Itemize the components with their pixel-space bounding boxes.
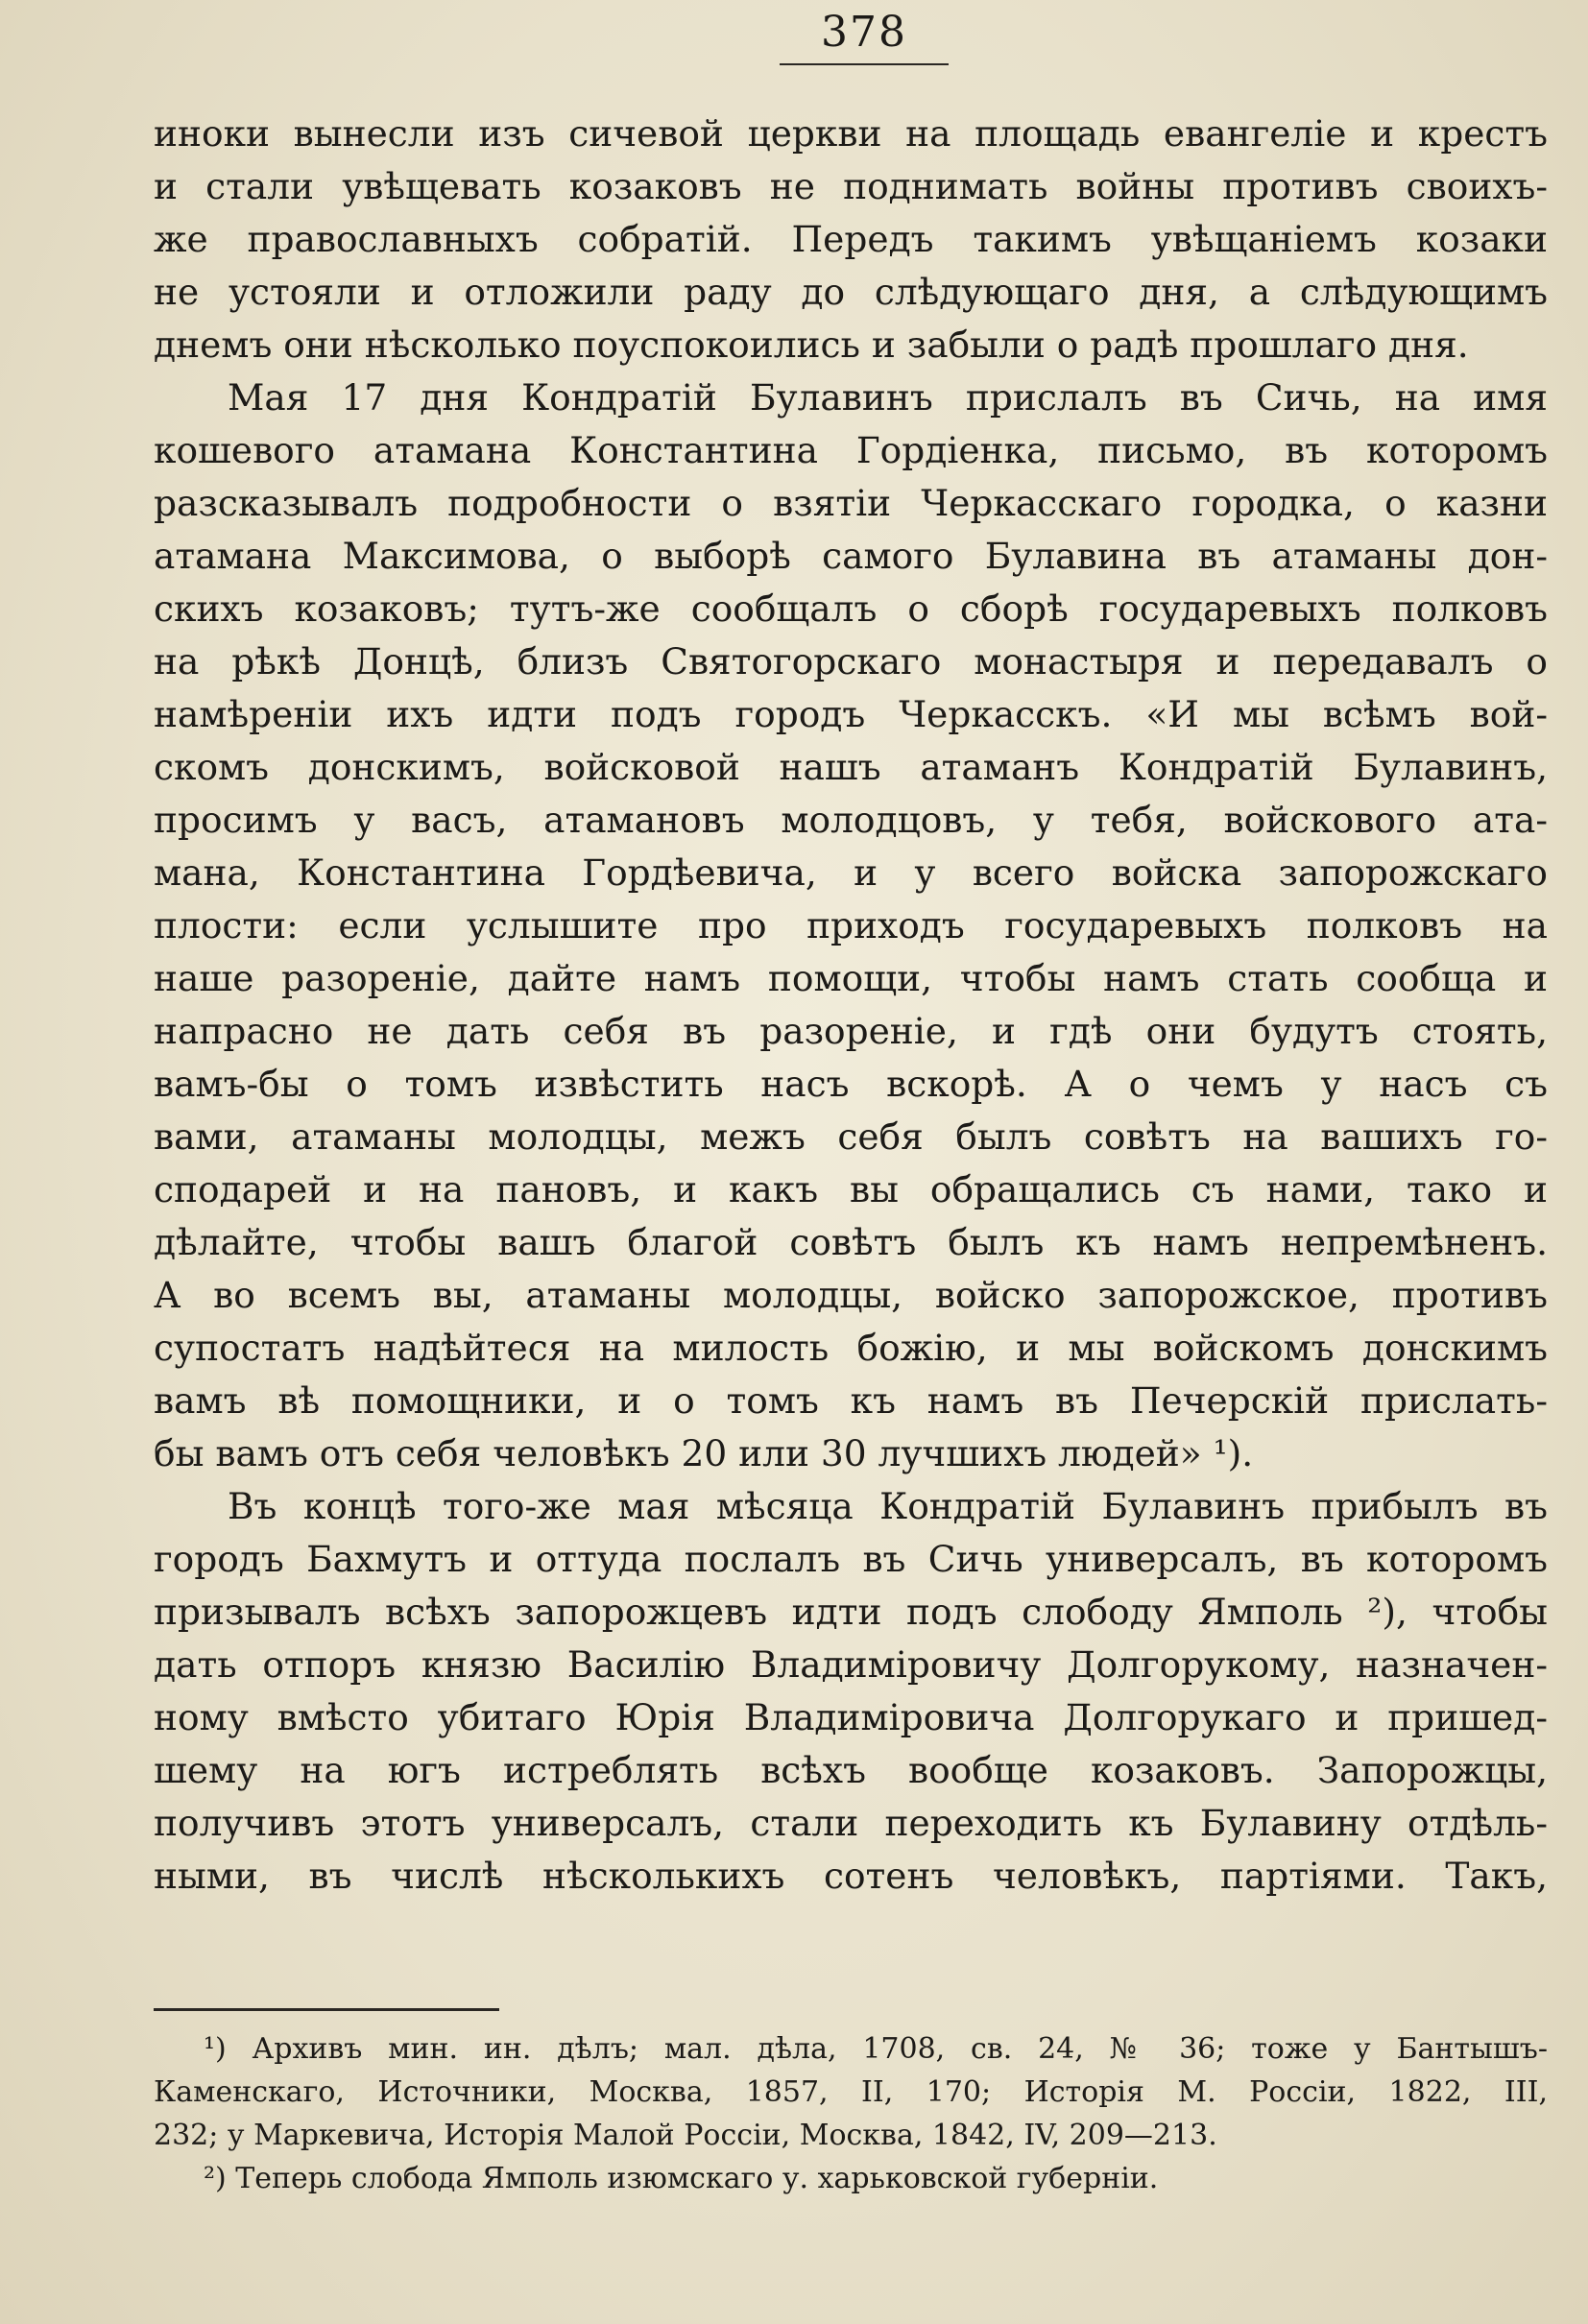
text-line: напрасно не дать себя въ разореніе, и гдѣ они будутъ стоять, (154, 1010, 1548, 1052)
text-line: наше разореніе, дайте намъ помощи, чтобы намъ стать сообща и (154, 957, 1548, 999)
text-line: призывалъ всѣхъ запорожцевъ идти подъ слободу Ямполь ²), чтобы (154, 1591, 1548, 1633)
footnote-line: ¹) Архивъ мин. ин. дѣлъ; мал. дѣла, 1708, св. 24, № 36; тоже у Бантышъ- (204, 2032, 1548, 2066)
text-line: днемъ они нѣсколько поуспокоились и забыли о радѣ прошлаго дня. (154, 323, 1469, 366)
text-line: супостатъ надѣйтеся на милость божію, и мы войскомъ донскимъ (154, 1327, 1548, 1369)
page-number-rule (780, 63, 949, 65)
text-line: сподарей и на пановъ, и какъ вы обращались съ нами, тако и (154, 1168, 1548, 1210)
text-line: ному вмѣсто убитаго Юрія Владиміровича Долгорукаго и пришед- (154, 1696, 1548, 1738)
text-line: бы вамъ отъ себя человѣкъ 20 или 30 лучшихъ людей» ¹). (154, 1432, 1254, 1474)
text-line: Въ концѣ того-же мая мѣсяца Кондратій Булавинъ прибылъ въ (228, 1485, 1548, 1527)
text-line: вамъ-бы о томъ извѣстить насъ вскорѣ. А о чемъ у насъ съ (154, 1063, 1548, 1105)
text-line: получивъ этотъ универсалъ, стали переходить къ Булавину отдѣль- (154, 1802, 1548, 1844)
text-line: городъ Бахмутъ и оттуда послалъ въ Сичь универсалъ, въ которомъ (154, 1538, 1548, 1580)
page-number: 378 (821, 8, 907, 57)
text-line: просимъ у васъ, атамановъ молодцовъ, у тебя, войскового ата- (154, 799, 1548, 841)
footnote-line: 232; у Маркевича, Исторія Малой Россіи, Москва, 1842, IV, 209—213. (154, 2119, 1217, 2152)
text-line: вамъ вѣ помощники, и о томъ къ намъ въ Печерскій прислать- (154, 1379, 1548, 1422)
text-line: не устояли и отложили раду до слѣдующаго дня, а слѣдующимъ (154, 271, 1548, 313)
footnote-line: ²) Теперь слобода Ямполь изюмскаго у. харьковской губерніи. (204, 2162, 1159, 2195)
text-line: разсказывалъ подробности о взятіи Черкасскаго городка, о казни (154, 482, 1548, 524)
text-line: скихъ козаковъ; тутъ-же сообщалъ о сборѣ государевыхъ полковъ (154, 587, 1548, 630)
text-line: атамана Максимова, о выборѣ самого Булавина въ атаманы дон- (154, 535, 1548, 577)
text-line: шему на югъ истреблять всѣхъ вообще козаковъ. Запорожцы, (154, 1749, 1548, 1791)
footnotes (154, 2027, 1548, 2200)
body-text (154, 108, 1548, 1903)
text-line: и стали увѣщевать козаковъ не поднимать войны противъ своихъ- (154, 165, 1548, 207)
text-line: кошевого атамана Константина Гордіенка, письмо, въ которомъ (154, 429, 1548, 471)
text-line: дѣлайте, чтобы вашъ благой совѣтъ былъ къ намъ непремѣненъ. (154, 1221, 1548, 1263)
footnote-line: Каменскаго, Источники, Москва, 1857, II, 170; Исторія М. Россіи, 1822, III, (154, 2075, 1548, 2109)
text-line: вами, атаманы молодцы, межъ себя былъ совѣтъ на вашихъ го- (154, 1115, 1548, 1158)
text-line: Мая 17 дня Кондратій Булавинъ прислалъ въ Сичь, на имя (228, 376, 1548, 419)
text-line: на рѣкѣ Донцѣ, близъ Святогорскаго монастыря и передавалъ о (154, 640, 1548, 683)
footnote-rule (154, 2008, 499, 2011)
text-line: мана, Константина Гордѣевича, и у всего войска запорожскаго (154, 851, 1548, 894)
text-line: иноки вынесли изъ сичевой церкви на площадь евангеліе и крестъ (154, 112, 1548, 155)
text-line: же православныхъ собратій. Передъ такимъ увѣщаніемъ козаки (154, 218, 1548, 260)
text-line: дать отпоръ князю Василію Владиміровичу Долгорукому, назначен- (154, 1643, 1548, 1686)
text-line: скомъ донскимъ, войсковой нашъ атаманъ Кондратій Булавинъ, (154, 746, 1548, 788)
text-line: намѣреніи ихъ идти подъ городъ Черкасскъ. «И мы всѣмъ вой- (154, 693, 1548, 735)
text-line: А во всемъ вы, атаманы молодцы, войско запорожское, противъ (154, 1274, 1548, 1316)
text-line: плости: если услышите про приходъ государевыхъ полковъ на (154, 904, 1548, 946)
text-line: ными, въ числѣ нѣсколькихъ сотенъ человѣкъ, партіями. Такъ, (154, 1855, 1548, 1897)
